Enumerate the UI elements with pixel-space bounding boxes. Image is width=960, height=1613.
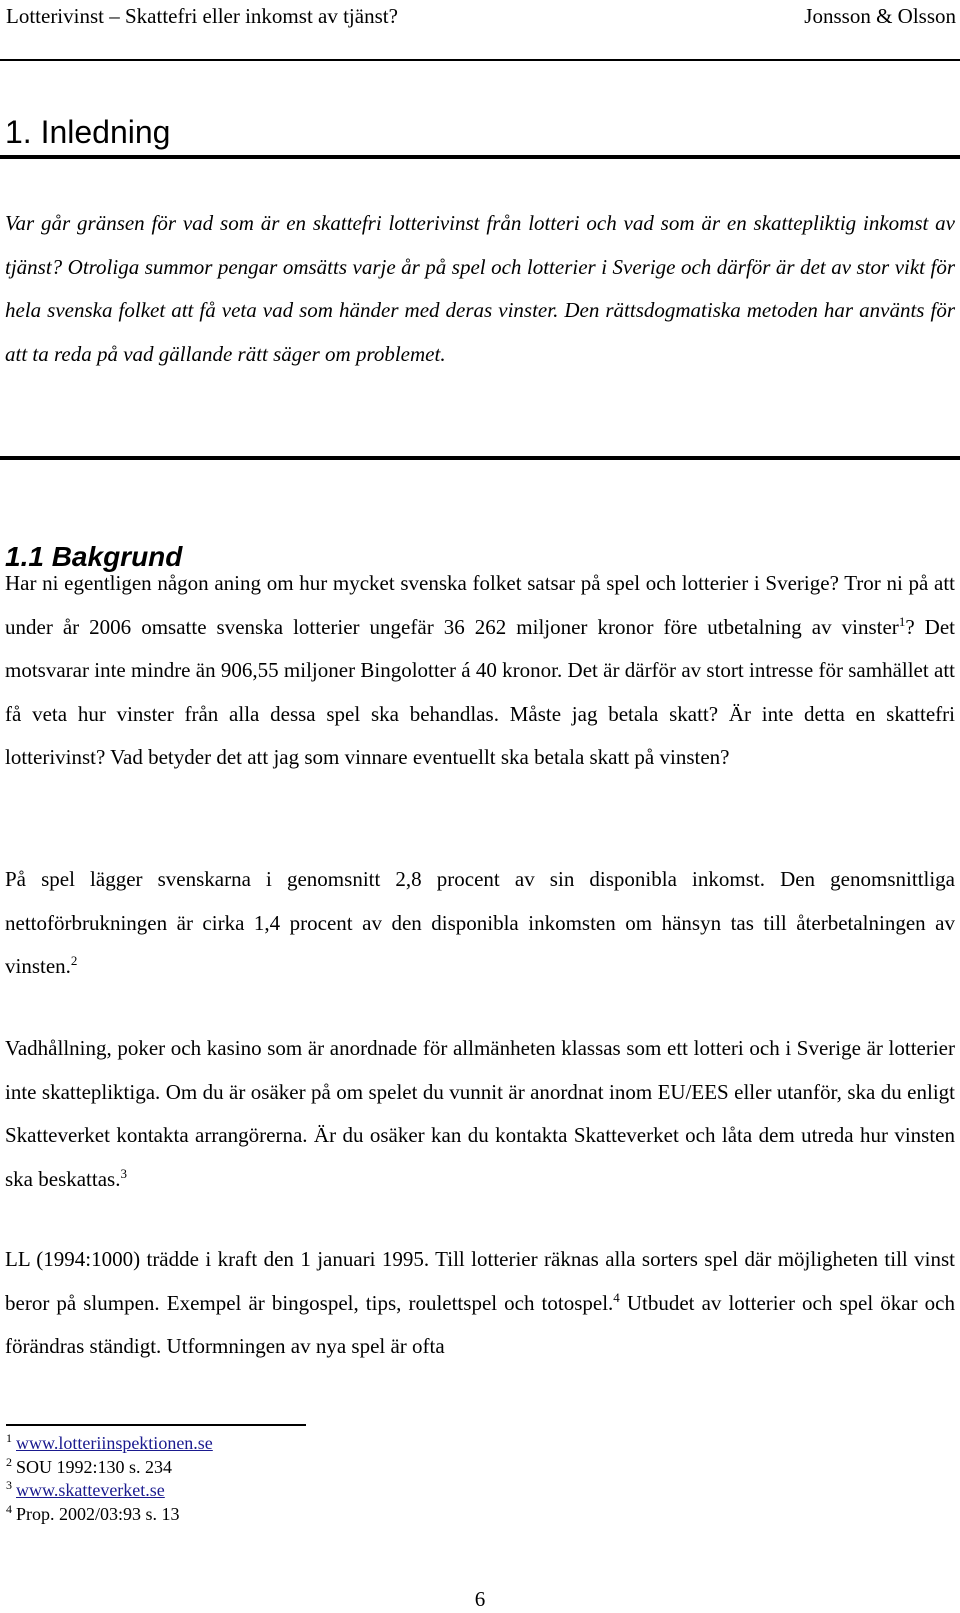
paragraph-1 bbox=[5, 562, 955, 780]
heading-rule-bottom bbox=[0, 456, 960, 460]
paragraph-1-part-a: Har ni egentligen någon aning om hur mycket svenska folket satsar på spel och lotterier i Sverige? Tror ni på att under år 2006 omsatte svenska lotterier ungefär 36 262 miljoner kronor före utbetalning av vinster bbox=[5, 571, 955, 639]
paragraph-4 bbox=[5, 1238, 955, 1369]
running-header bbox=[6, 2, 956, 34]
header-rule bbox=[0, 59, 960, 61]
header-title: Lotterivinst – Skattefri eller inkomst av tjänst? bbox=[6, 4, 398, 28]
paragraph-2-text: På spel lägger svenskarna i genomsnitt 2,8 procent av sin disponibla inkomst. Den genomsnittliga nettoförbrukningen är cirka 1,4 procent av den disponibla inkomsten om hänsyn tas till återbetalningen av vinsten. bbox=[5, 867, 955, 978]
footnote-text: Prop. 2002/03:93 s. 13 bbox=[16, 1503, 180, 1524]
footnote-link-skatteverket[interactable]: www.skatteverket.se bbox=[16, 1480, 165, 1500]
paragraph-3 bbox=[5, 1027, 955, 1201]
footnote-ref-3[interactable]: 3 bbox=[120, 1165, 127, 1181]
paragraph-1-part-b: ? Det motsvarar inte mindre än 906,55 miljoner Bingolotter á 40 kronor. Det är därför av stort intresse för samhället att få veta hur vinster från alla dessa spel ska behandlas. Måste jag betala skatt? Är inte detta en skattefri lotterivinst? Vad betyder det att jag som vinnare eventuellt ska betala skatt på vinsten? bbox=[5, 614, 955, 769]
footnote-number: 2 bbox=[6, 1454, 12, 1469]
subsection-heading-bakgrund: 1.1 Bakgrund bbox=[5, 541, 183, 572]
paragraph-4-part-a: LL (1994:1000) trädde i kraft den 1 januari 1995. Till lotterier räknas alla sorters spel där möjligheten till vinst beror på slumpen. Exempel är bingospel, tips, roulettspel och totospel. bbox=[5, 1247, 955, 1315]
heading-rule-top bbox=[0, 155, 960, 159]
abstract-paragraph: Var går gränsen för vad som är en skattefri lotterivinst från lotteri och vad som är en skattepliktig inkomst av tjänst? Otroliga summor pengar omsätts varje år på spel och lotterier i Sverige och därför är det av stor vikt för hela svenska folket att få veta vad som händer med deras vinster. Den rättsdogmatiska metoden har använts för att ta reda på vad gällande rätt säger om problemet. bbox=[5, 211, 955, 366]
footnote-ref-2[interactable]: 2 bbox=[70, 953, 78, 968]
section-heading-inledning: 1. Inledning bbox=[5, 114, 171, 150]
page-number: 6 bbox=[474, 1587, 486, 1611]
footnote-number: 4 bbox=[6, 1501, 12, 1516]
footnote-2 bbox=[6, 1456, 213, 1480]
footnote-text: SOU 1992:130 s. 234 bbox=[16, 1456, 173, 1477]
footnote-ref-1[interactable]: 1 bbox=[898, 613, 906, 629]
footnote-4 bbox=[6, 1503, 213, 1527]
paragraph-2 bbox=[5, 858, 955, 989]
footnote-link-lotteriinspektionen[interactable]: www.lotteriinspektionen.se bbox=[16, 1433, 213, 1453]
footnote-ref-4[interactable]: 4 bbox=[613, 1289, 620, 1305]
footnote-3 bbox=[6, 1479, 213, 1503]
footnote-number: 3 bbox=[6, 1478, 12, 1492]
header-authors: Jonsson & Olsson bbox=[804, 4, 956, 28]
footnote-1 bbox=[6, 1432, 213, 1456]
footnote-separator bbox=[6, 1424, 306, 1426]
paragraph-3-text: Vadhållning, poker och kasino som är anordnade för allmänheten klassas som ett lotteri och i Sverige är lotterier inte skattepliktiga. Om du är osäker på om spelet du vunnit är anordnat inom EU/EES eller utanför, ska du enligt Skatteverket kontakta arrangörerna. Är du osäker kan du kontakta Skatteverket och låta dem utreda hur vinsten ska beskattas. bbox=[5, 1036, 955, 1191]
footnote-number: 1 bbox=[6, 1431, 12, 1445]
paragraph-4-part-b: Utbudet av lotterier och spel ökar och förändras ständigt. Utformningen av nya spel är ofta bbox=[5, 1290, 955, 1358]
footnotes bbox=[6, 1432, 213, 1526]
